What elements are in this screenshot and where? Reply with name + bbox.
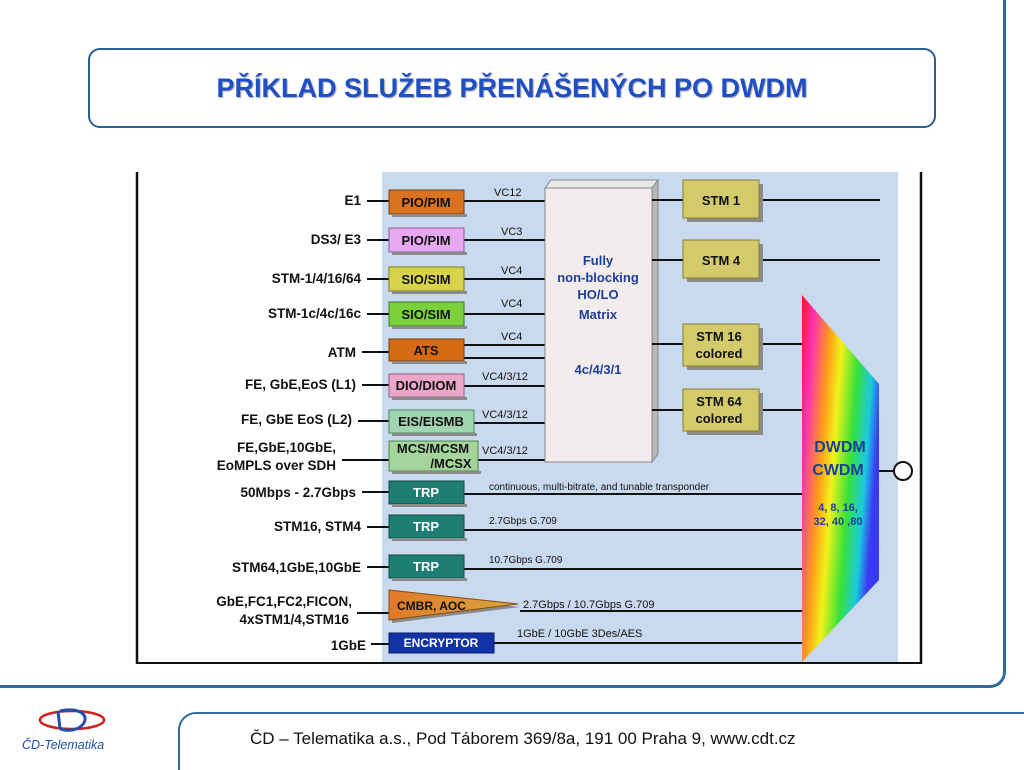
input-label-1gbe: 1GbE (330, 638, 366, 653)
stm-box-stm1 (683, 180, 763, 222)
matrix-label-matrix: Matrix (578, 307, 618, 322)
svg-text:STM 4: STM 4 (701, 253, 741, 268)
svg-text:TRP: TRP (413, 519, 439, 534)
svg-text:DIO/DIOM: DIO/DIOM (395, 378, 457, 393)
vc-label-vc4-3-12-1: VC4/3/12 (482, 371, 528, 383)
vc-label-vc4-1: VC4 (501, 265, 523, 277)
input-label-4xstm: 4xSTM1/4,STM16 (239, 612, 349, 627)
svg-text:STM 64: STM 64 (696, 394, 742, 409)
input-label-stm64: STM64,1GbE,10GbE (231, 560, 361, 575)
card-trp-1 (389, 481, 467, 507)
mux-label-channels-1: 4, 8, 16, (818, 502, 858, 514)
line-label-encryptor: 1GbE / 10GbE 3Des/AES (517, 628, 643, 640)
vc-label-vc4-3: VC4 (501, 331, 523, 343)
vc-label-vc4-2: VC4 (501, 298, 523, 310)
line-label-10-7gbps: 10.7Gbps G.709 (489, 555, 563, 566)
vc-label-vc12: VC12 (494, 187, 522, 199)
cd-telematika-logo-icon (40, 710, 104, 730)
card-trp-3 (389, 555, 467, 581)
svg-text:EIS/EISMB: EIS/EISMB (398, 414, 464, 429)
svg-text:/MCSX: /MCSX (430, 456, 472, 471)
input-label-fe-gbe-10gbe: FE,GbE,10GbE, (236, 440, 336, 455)
stm-box-stm16-colored (683, 324, 763, 370)
card-pio-pim-1 (389, 190, 467, 217)
logo-text: ČD-Telematika (22, 738, 105, 752)
input-label-ds3: DS3/ E3 (310, 232, 361, 247)
svg-text:colored: colored (695, 346, 743, 361)
matrix-label-fully: Fully (582, 253, 614, 268)
svg-text:ENCRYPTOR: ENCRYPTOR (403, 636, 479, 650)
input-label-stm-1-4-16-64: STM-1/4/16/64 (271, 271, 361, 286)
vc-label-vc3: VC3 (501, 226, 523, 238)
matrix-label-nonblocking: non-blocking (557, 270, 639, 285)
svg-text:STM 16: STM 16 (696, 329, 742, 344)
matrix-label-capacity: 4c/4/3/1 (574, 362, 622, 377)
input-label-50mbps: 50Mbps - 2.7Gbps (240, 485, 356, 500)
line-label-transponder: continuous, multi-bitrate, and tunable transponder (489, 482, 710, 493)
page-title: PŘÍKLAD SLUŽEB PŘENÁŠENÝCH PO DWDM (216, 72, 808, 103)
cross-connect-matrix (545, 180, 658, 462)
svg-text:STM 1: STM 1 (701, 193, 741, 208)
card-dio-diom (389, 374, 467, 400)
svg-text:MCS/MCSM: MCS/MCSM (396, 441, 470, 456)
card-sio-sim-1 (389, 267, 467, 294)
input-label-gbe-fc: GbE,FC1,FC2,FICON, (216, 594, 352, 609)
card-sio-sim-2 (389, 302, 467, 329)
svg-text:SIO/SIM: SIO/SIM (401, 272, 451, 287)
svg-text:SIO/SIM: SIO/SIM (401, 307, 451, 322)
vc-label-vc4-3-12-2: VC4/3/12 (482, 409, 528, 421)
mux-label-channels-2: 32, 40 ,80 (813, 516, 863, 528)
input-label-atm: ATM (327, 345, 356, 360)
input-label-eompls: EoMPLS over SDH (216, 458, 336, 473)
svg-text:colored: colored (695, 411, 743, 426)
svg-text:TRP: TRP (413, 559, 439, 574)
line-label-cmbr: 2.7Gbps / 10.7Gbps G.709 (523, 599, 655, 611)
input-label-fe-gbe-l1: FE, GbE,EoS (L1) (244, 377, 356, 392)
input-label-fe-gbe-l2: FE, GbE EoS (L2) (240, 412, 352, 427)
card-trp-2 (389, 515, 467, 541)
svg-text:PIO/PIM: PIO/PIM (401, 195, 451, 210)
stm-box-stm4 (683, 240, 763, 282)
card-eis-eismb (389, 410, 477, 436)
svg-text:TRP: TRP (413, 485, 439, 500)
vc-label-vc4-3-12-3: VC4/3/12 (482, 445, 528, 457)
matrix-label-holo: HO/LO (577, 287, 619, 302)
svg-text:ATS: ATS (413, 343, 439, 358)
fiber-output-icon (894, 462, 912, 480)
stm-box-stm64-colored (683, 389, 763, 435)
input-label-stm-concatenated: STM-1c/4c/16c (267, 306, 361, 321)
input-label-stm16-stm4: STM16, STM4 (273, 519, 361, 534)
input-label-e1: E1 (344, 193, 361, 208)
mux-label-dwdm: DWDM (814, 439, 866, 456)
footer-text: ČD – Telematika a.s., Pod Táborem 369/8a, 191 00 Praha 9, www.cdt.cz (250, 729, 796, 748)
card-ats (389, 339, 467, 364)
svg-text:CMBR, AOC: CMBR, AOC (397, 599, 466, 613)
card-encryptor (389, 633, 494, 653)
card-mcs-mcsm (389, 441, 481, 474)
card-pio-pim-2 (389, 228, 467, 255)
line-label-2-7gbps: 2.7Gbps G.709 (489, 516, 557, 527)
mux-label-cwdm: CWDM (812, 462, 864, 479)
svg-text:PIO/PIM: PIO/PIM (401, 233, 451, 248)
